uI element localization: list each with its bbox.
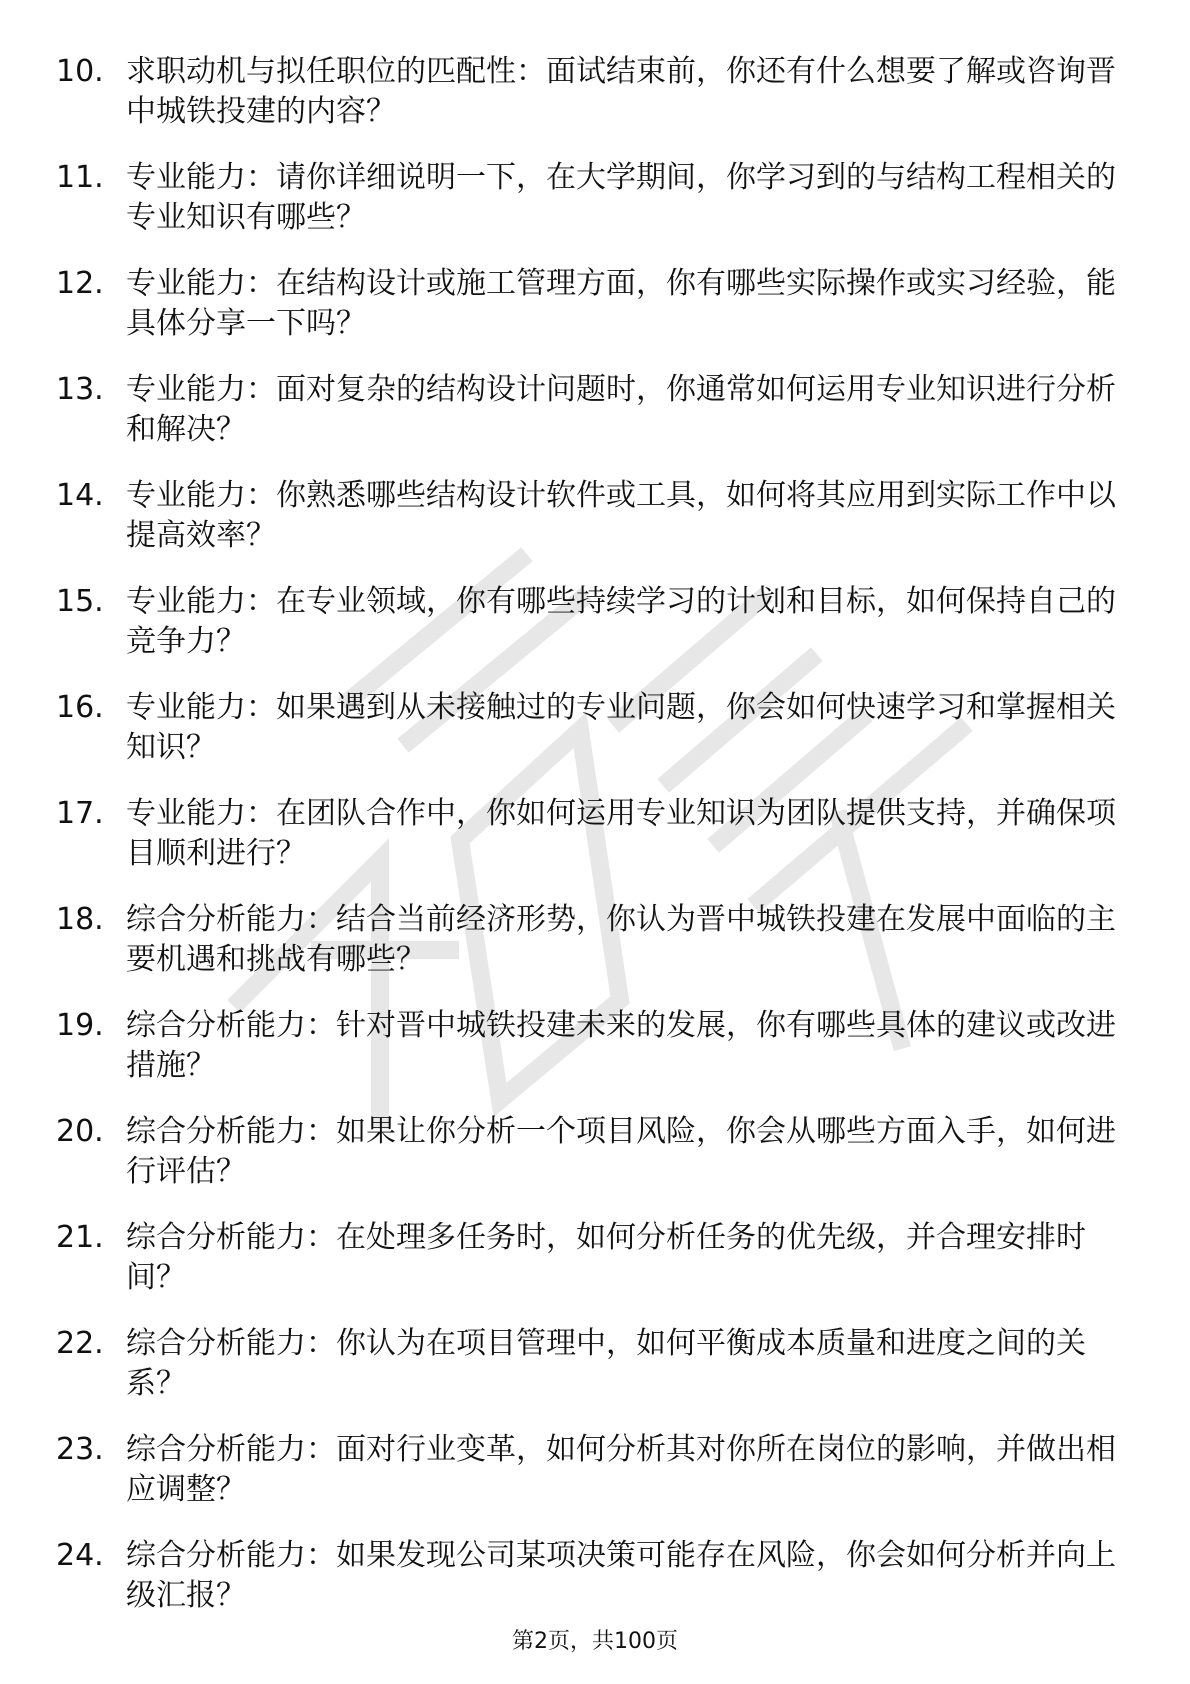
question-text: 综合分析能力：面对行业变革，如何分析其对你所在岗位的影响，并做出相应调整？	[126, 1432, 1116, 1507]
question-item	[56, 1006, 1136, 1086]
question-item	[56, 476, 1136, 556]
question-item	[56, 52, 1136, 132]
question-number: 11.	[56, 160, 104, 195]
question-text: 综合分析能力：如果让你分析一个项目风险，你会从哪些方面入手，如何进行评估？	[126, 1114, 1116, 1189]
question-item	[56, 794, 1136, 874]
question-number: 17.	[56, 796, 104, 831]
question-number: 24.	[56, 1538, 104, 1573]
question-item	[56, 582, 1136, 662]
question-number: 23.	[56, 1432, 104, 1467]
question-item	[56, 264, 1136, 344]
question-item	[56, 1324, 1136, 1404]
question-item	[56, 900, 1136, 980]
question-number: 14.	[56, 478, 104, 513]
question-text: 综合分析能力：在处理多任务时，如何分析任务的优先级，并合理安排时间？	[126, 1220, 1086, 1295]
question-number: 18.	[56, 902, 104, 937]
question-item	[56, 158, 1136, 238]
question-text: 专业能力：在专业领域，你有哪些持续学习的计划和目标，如何保持自己的竞争力？	[126, 584, 1116, 659]
question-number: 12.	[56, 266, 104, 301]
question-number: 10.	[56, 54, 104, 89]
question-number: 13.	[56, 372, 104, 407]
question-text: 综合分析能力：你认为在项目管理中，如何平衡成本质量和进度之间的关系？	[126, 1326, 1086, 1401]
question-text: 专业能力：请你详细说明一下，在大学期间，你学习到的与结构工程相关的专业知识有哪些？	[126, 160, 1116, 235]
question-list	[56, 52, 1136, 1642]
question-item	[56, 1536, 1136, 1616]
question-item	[56, 688, 1136, 768]
question-text: 综合分析能力：针对晋中城铁投建未来的发展，你有哪些具体的建议或改进措施？	[126, 1008, 1116, 1083]
question-item	[56, 1218, 1136, 1298]
question-text: 专业能力：你熟悉哪些结构设计软件或工具，如何将其应用到实际工作中以提高效率？	[126, 478, 1116, 553]
question-number: 22.	[56, 1326, 104, 1361]
question-text: 专业能力：在团队合作中，你如何运用专业知识为团队提供支持，并确保项目顺利进行？	[126, 796, 1116, 871]
question-number: 15.	[56, 584, 104, 619]
question-number: 16.	[56, 690, 104, 725]
question-text: 综合分析能力：结合当前经济形势，你认为晋中城铁投建在发展中面临的主要机遇和挑战有哪些？	[126, 902, 1116, 977]
question-text: 专业能力：在结构设计或施工管理方面，你有哪些实际操作或实习经验，能具体分享一下吗？	[126, 266, 1116, 341]
question-item	[56, 370, 1136, 450]
question-item	[56, 1112, 1136, 1192]
question-number: 19.	[56, 1008, 104, 1043]
question-text: 专业能力：面对复杂的结构设计问题时，你通常如何运用专业知识进行分析和解决？	[126, 372, 1116, 447]
page-footer: 第2页，共100页	[512, 1629, 678, 1654]
question-number: 21.	[56, 1220, 104, 1255]
question-text: 求职动机与拟任职位的匹配性：面试结束前，你还有什么想要了解或咨询晋中城铁投建的内容？	[126, 54, 1116, 129]
question-item	[56, 1430, 1136, 1510]
question-text: 专业能力：如果遇到从未接触过的专业问题，你会如何快速学习和掌握相关知识？	[126, 690, 1116, 765]
question-text: 综合分析能力：如果发现公司某项决策可能存在风险，你会如何分析并向上级汇报？	[126, 1538, 1116, 1613]
question-number: 20.	[56, 1114, 104, 1149]
